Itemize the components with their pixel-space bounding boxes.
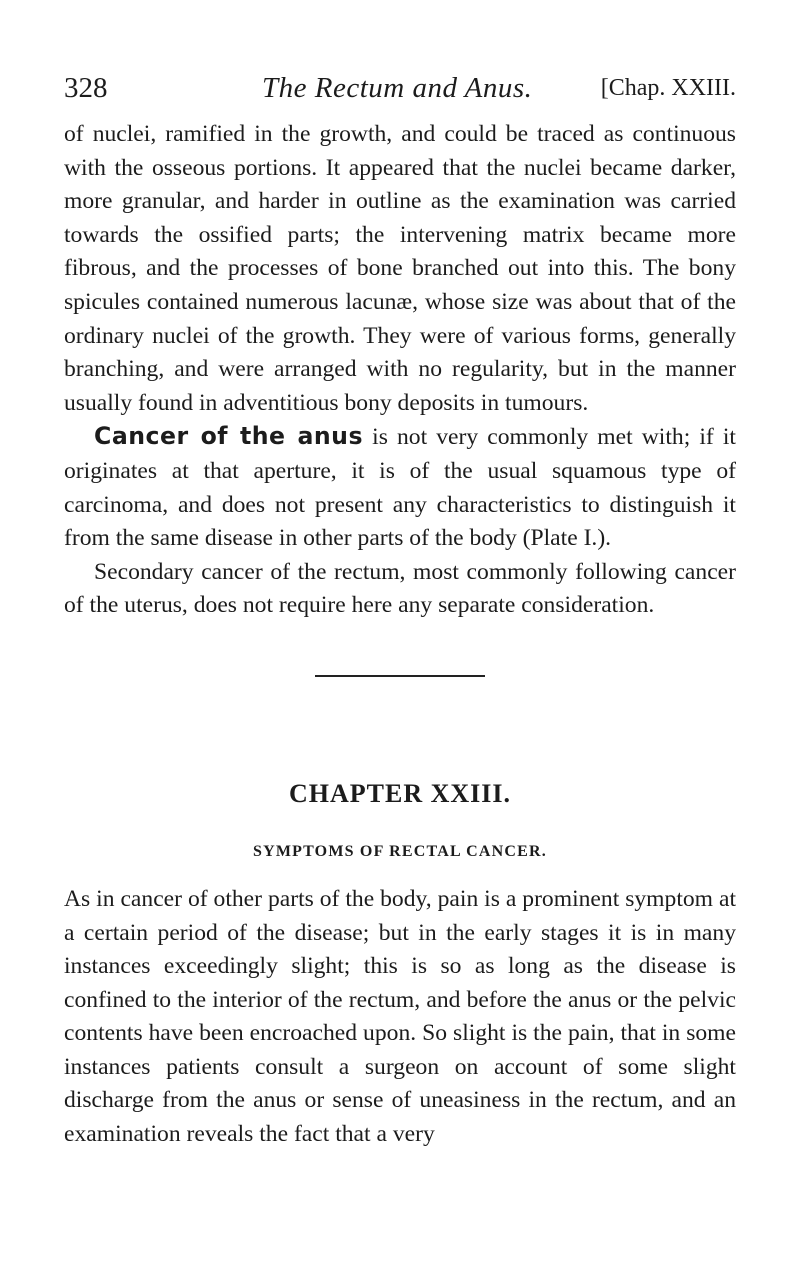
book-page xyxy=(64,66,736,1152)
paragraph-text: is not very commonly met with; if it originates at that aperture, it is of the usual squamous type of carcinoma, and does not present any characteristics to distinguish it from the same disease in other parts of the body (Plate I.). xyxy=(64,424,736,552)
running-title: The Rectum and Anus. xyxy=(262,72,533,104)
chapter-subtitle: SYMPTOMS OF RECTAL CANCER. xyxy=(252,842,548,860)
running-head xyxy=(64,66,736,110)
paragraph-cancer-of-anus xyxy=(64,420,736,555)
chapter-opening-paragraph: As in cancer of other parts of the body, pain is a prominent symptom at a certain period of the disease; but in the early stages it is in many instances exceedingly slight; this is so as long as the disease is confined to the interior of the rectum, and before the anus or the pelvic contents have been encroached upon. So slight is the pain, that in some instances patients consult a surgeon on account of some slight discharge from the anus or sense of uneasiness in the rectum, and an examination reveals the fact that a very xyxy=(64,885,736,1148)
chapter-reference: [Chap. XXIII. xyxy=(600,75,736,101)
inline-subheading: Cancer of the anus xyxy=(94,422,364,451)
paragraph-continued: of nuclei, ramified in the growth, and could be traced as continuous with the osseous portions. It appeared that the nuclei became darker, more granular, and harder in outline as the examination was carried towards the ossified parts; the intervening matrix became more fibrous, and the processes of bone branched out into this. The bony spicules contained numerous lacunæ, whose size was about that of the ordinary nuclei of the growth. They were of various forms, generally branching, and were arranged with no regularity, but in the manner usually found in adventitious bony deposits in tumours. xyxy=(64,121,736,416)
page-number: 328 xyxy=(64,72,108,104)
paragraph-secondary-cancer: Secondary cancer of the rectum, most commonly following cancer of the uterus, does not require here any separate consideration. xyxy=(64,558,736,619)
chapter-title: CHAPTER XXIII. xyxy=(288,778,512,808)
section-divider xyxy=(315,675,485,677)
